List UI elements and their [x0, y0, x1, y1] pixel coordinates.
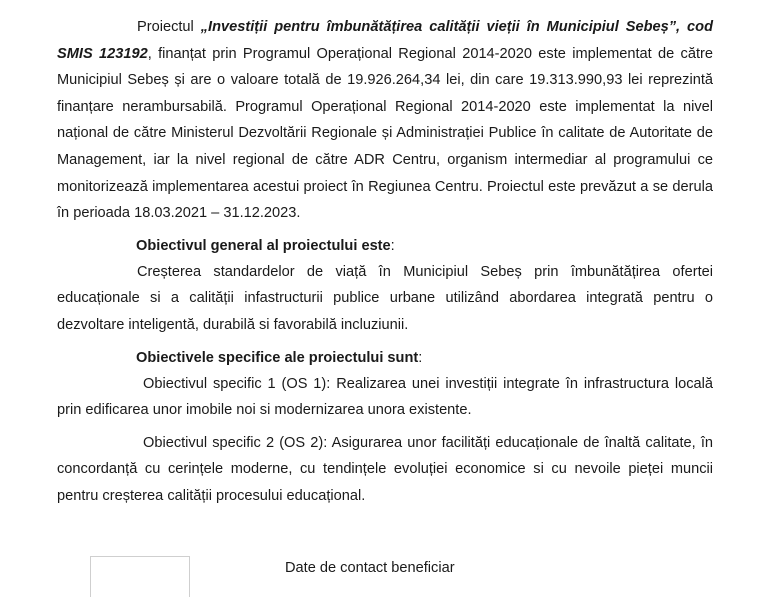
intro-lead: Proiectul: [137, 19, 201, 35]
specific-objectives-heading: [136, 345, 713, 371]
specific-objectives-heading-colon: :: [418, 349, 423, 366]
general-objective-text: Creșterea standardelor de viață în Municipiul Sebeș prin îmbunătățirea ofertei educaționale si a calității infastructurii publice urbane utilizând abordarea integrată pentru o dezvoltare inteligentă, durabilă si favorabilă incluziunii.: [57, 263, 713, 333]
specific-objectives-heading-text: Obiectivele specifice ale proiectului sunt: [136, 349, 419, 366]
general-objective-heading: [136, 233, 713, 259]
project-name: „Investiții pentru îmbunătățirea calității vieții în Municipiul Sebeș”, cod SMIS 123192: [57, 19, 713, 62]
intro-body: , finanțat prin Programul Operațional Regional 2014-2020 este implementat de către Municipiul Sebeș și are o valoare totală de 19.926.264,34 lei, din care 19.313.990,93 lei reprezintă finanțare nerambursabilă. Programul Operațional Regional 2014-2020 este implementat la nivel național de către Ministerul Dezvoltării Regionale și Administrației Publice în calitate de Autoritate de Management, iar la nivel regional de către ADR Centru, organism intermediar al programului ce monitorizează implementarea acestui proiect în Regiunea Centru. Proiectul este prevăzut a se derula în perioada 18.03.2021 – 31.12.2023.: [57, 45, 713, 222]
general-objective-heading-colon: :: [390, 237, 395, 254]
beneficiary-logo-box: [90, 556, 190, 597]
intro-paragraph: [57, 14, 713, 227]
contact-title: Date de contact beneficiar: [285, 560, 455, 576]
general-objective-heading-text: Obiectivul general al proiectului este: [136, 237, 391, 254]
specific-objective-2: Obiectivul specific 2 (OS 2): Asigurarea unor facilități educaționale de înaltă calitate, în concordanță cu cerințele moderne, cu tendințele evoluției economice si cu nevoile pieței muncii pentru creșterea calității procesului educațional.: [57, 434, 713, 504]
document-page: [57, 14, 713, 510]
specific-objective-1: Obiectivul specific 1 (OS 1): Realizarea unei investiții integrate în infrastructura locală prin edificarea unor imobile noi si modernizarea unora existente.: [57, 375, 713, 419]
